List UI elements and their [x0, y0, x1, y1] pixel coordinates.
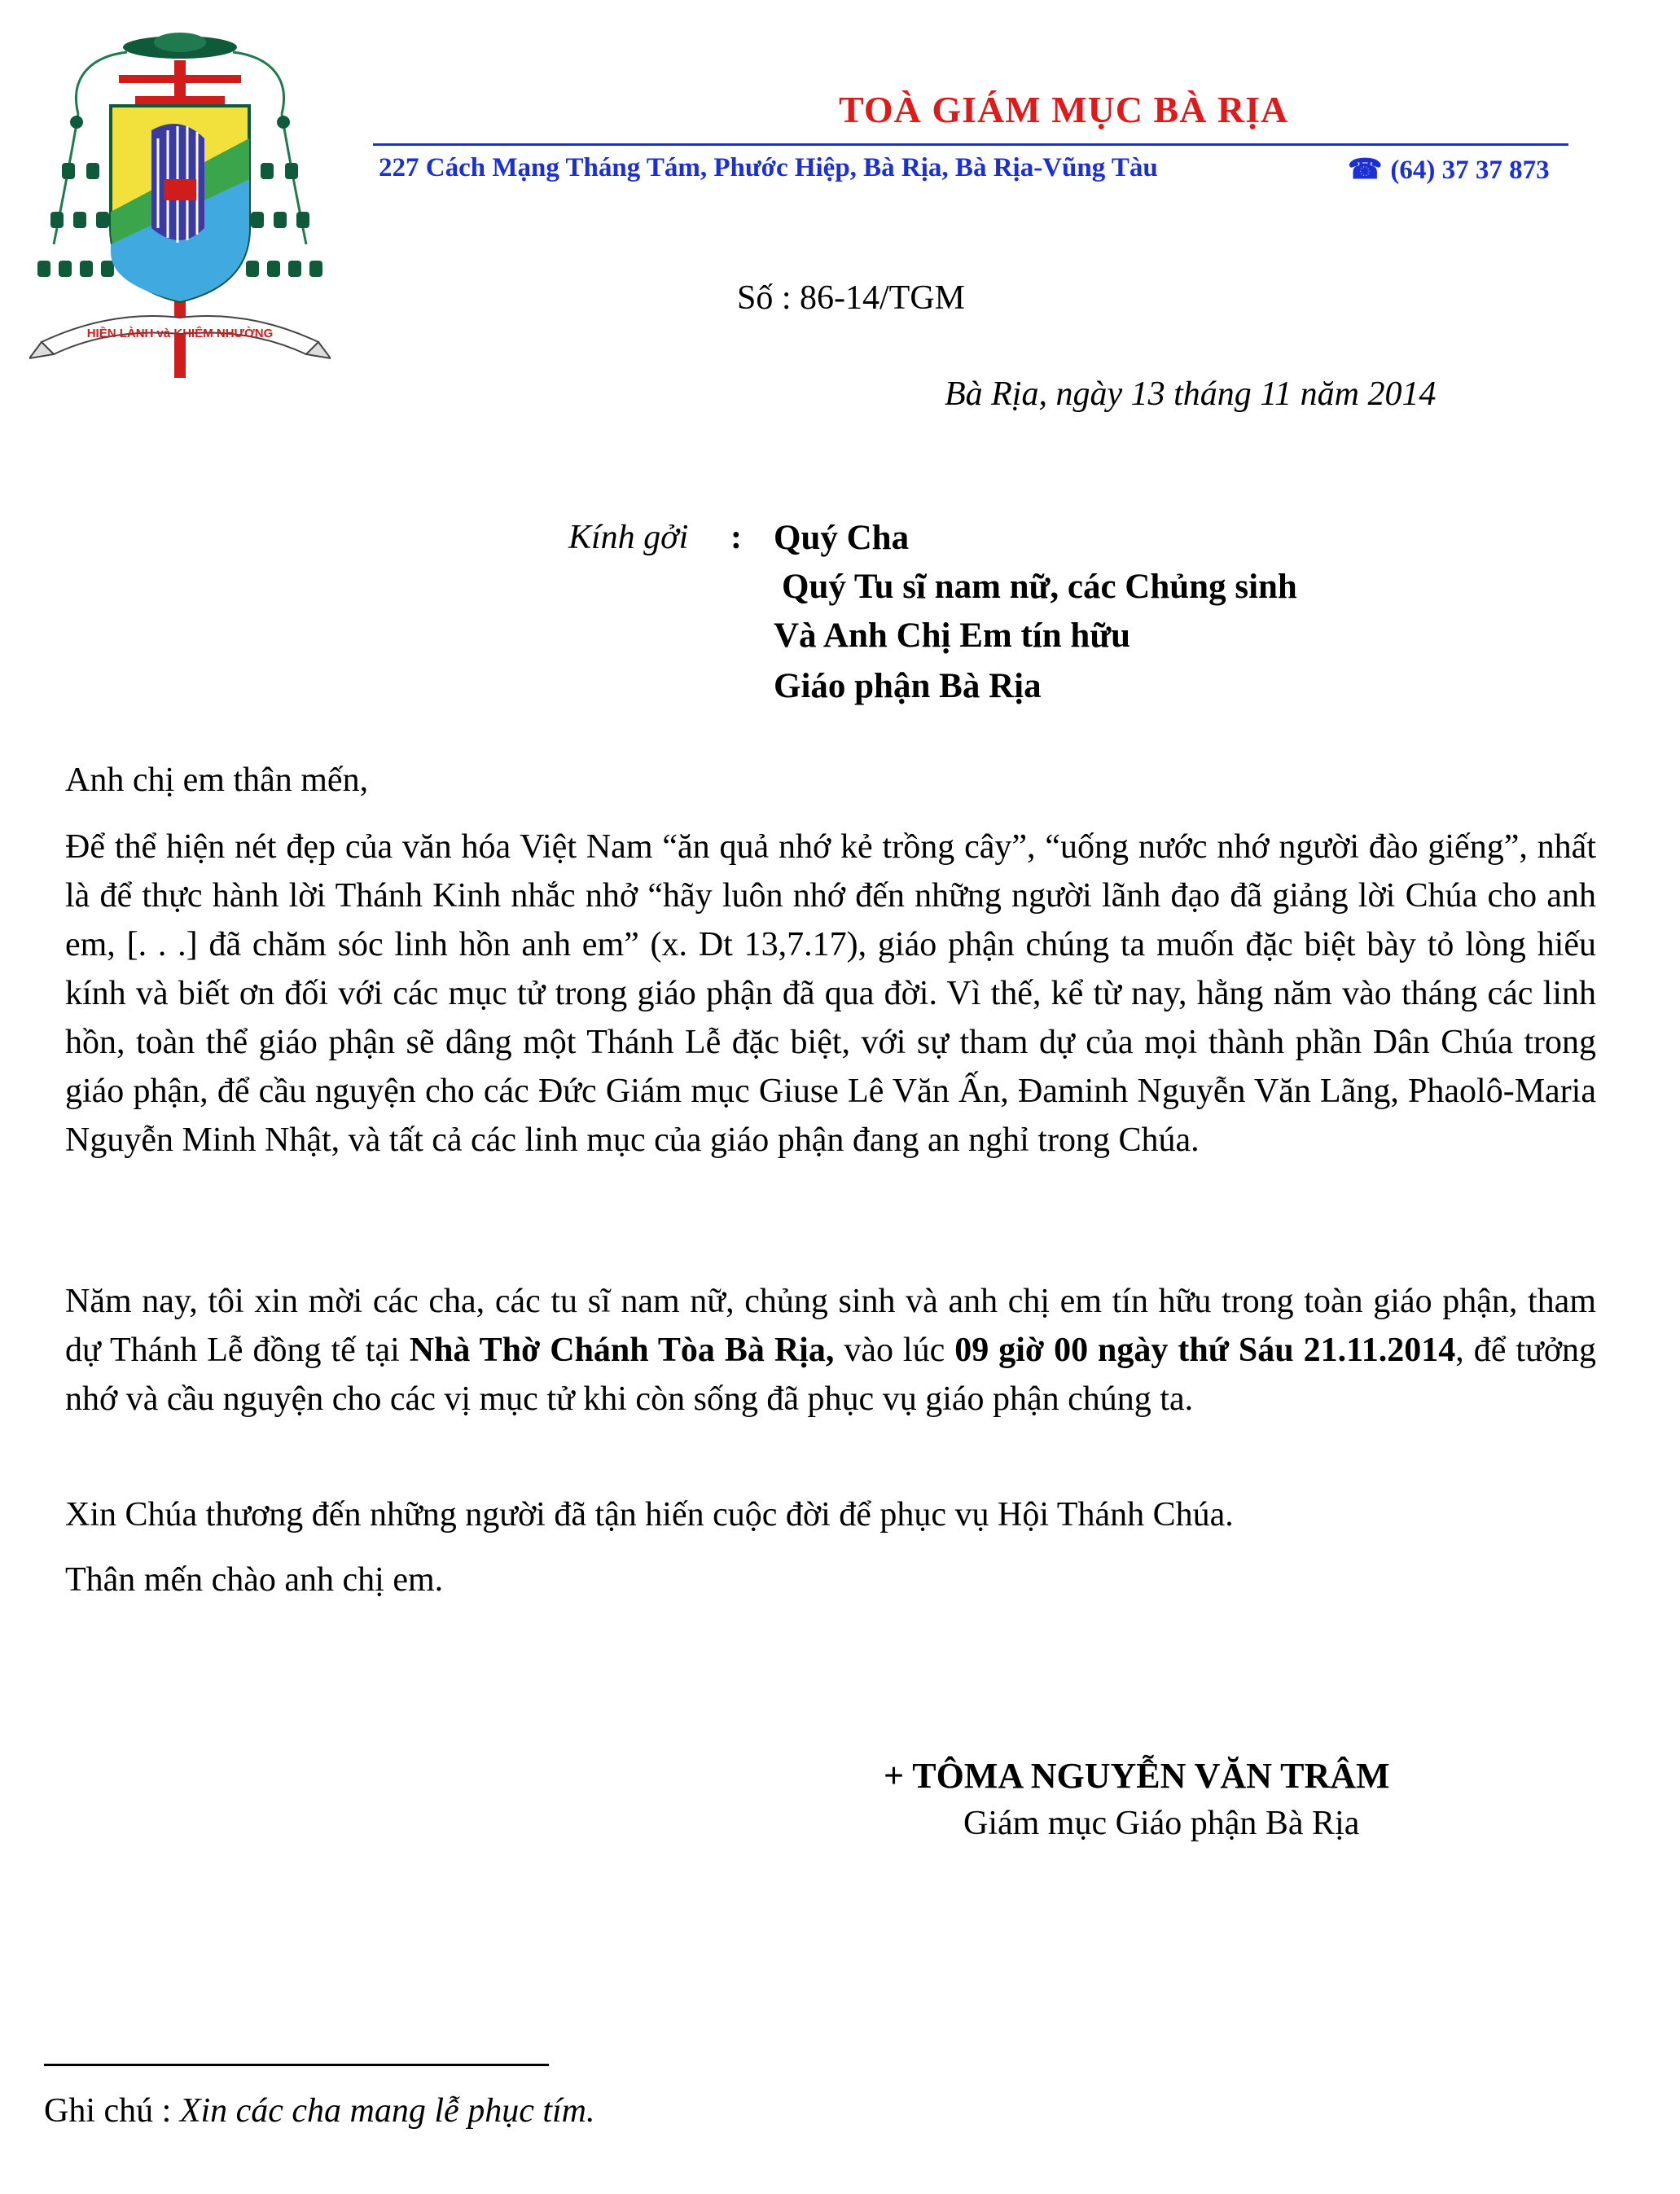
document-date: Bà Rịa, ngày 13 tháng 11 năm 2014	[945, 375, 1437, 413]
footnote-divider	[44, 2064, 549, 2066]
organization-address: 227 Cách Mạng Tháng Tám, Phước Hiệp, Bà Rịa, Bà Rịa-Vũng Tàu	[379, 153, 1158, 182]
mass-location: Nhà Thờ Chánh Tòa Bà Rịa,	[409, 1332, 835, 1369]
body-paragraph-2	[65, 1277, 1596, 1424]
header-divider	[373, 143, 1568, 146]
salutation: Anh chị em thân mến,	[65, 761, 369, 799]
organization-name: TOÀ GIÁM MỤC BÀ RỊA	[839, 89, 1289, 130]
signature-name: + TÔMA NGUYỄN VĂN TRÂM	[884, 1756, 1390, 1796]
paragraph-2-text: , để tưởng nhớ và cầu nguyện cho các vị mục tử khi còn sống đã phục vụ giáo phận chúng ta.	[65, 1332, 1597, 1418]
recipient-line: Giáo phận Bà Rịa	[774, 667, 1042, 705]
closing: Thân mến chào anh chị em.	[65, 1561, 444, 1599]
recipient-line: Và Anh Chị Em tín hữu	[774, 617, 1131, 655]
telephone-icon: ☎	[1348, 155, 1383, 185]
footnote-text: Xin các cha mang lễ phục tím.	[179, 2092, 595, 2130]
recipient-colon: :	[730, 519, 742, 556]
footnote-label: Ghi chú :	[44, 2092, 180, 2130]
mass-time: 09 giờ 00 ngày thứ Sáu 21.11.2014	[954, 1332, 1456, 1369]
phone-number: (64) 37 37 873	[1390, 156, 1550, 185]
paragraph-2-text: Năm nay, tôi xin mời các cha, các tu sĩ nam nữ, chủng sinh và anh chị em tín hữu trong toàn giáo phận, tham dự Thánh Lễ đồng tế tại	[65, 1283, 1596, 1369]
diocese-coat-of-arms-logo	[29, 24, 331, 383]
footnote	[44, 2091, 595, 2130]
shield-icon	[111, 106, 249, 301]
motto-text: HIỀN LÀNH và KHIÊM NHƯỜNG	[86, 327, 274, 340]
recipient-label: Kính gởi	[568, 519, 689, 556]
paragraph-2-text: vào lúc	[834, 1332, 955, 1369]
signature-title: Giám mục Giáo phận Bà Rịa	[963, 1805, 1360, 1842]
recipient-line: Quý Cha	[774, 519, 910, 557]
body-paragraph-1: Để thể hiện nét đẹp của văn hóa Việt Nam “ăn quả nhớ kẻ trồng cây”, “uống nước nhớ người đào giếng”, nhất là để thực hành lời Thánh Kinh nhắc nhở “hãy luôn nhớ đến những người lãnh đạo đã giảng lời Chúa cho anh em, [. . .] đã chăm sóc linh hồn anh em” (x. Dt 13,7.17), giáo phận chúng ta muốn đặc biệt bày tỏ lòng hiếu kính và biết ơn đối với các mục tử trong giáo phận đã qua đời. Vì thế, kể từ nay, hằng năm vào tháng các linh hồn, toàn thể giáo phận sẽ dâng một Thánh Lễ đặc biệt, với sự tham dự của mọi thành phần Dân Chúa trong giáo phận, để cầu nguyện cho các Đức Giám mục Giuse Lê Văn Ấn, Đaminh Nguyễn Văn Lãng, Phaolô-Maria Nguyễn Minh Nhật, và tất cả các linh mục của giáo phận đang an nghỉ trong Chúa.	[65, 828, 1596, 1159]
organization-phone	[1348, 153, 1550, 186]
document-reference-number: Số : 86-14/TGM	[737, 279, 966, 317]
recipient-line: Quý Tu sĩ nam nữ, các Chủng sinh	[782, 568, 1297, 606]
body-paragraph-3: Xin Chúa thương đến những người đã tận hiến cuộc đời để phục vụ Hội Thánh Chúa.	[65, 1496, 1234, 1534]
galero-hat-icon	[123, 33, 237, 59]
